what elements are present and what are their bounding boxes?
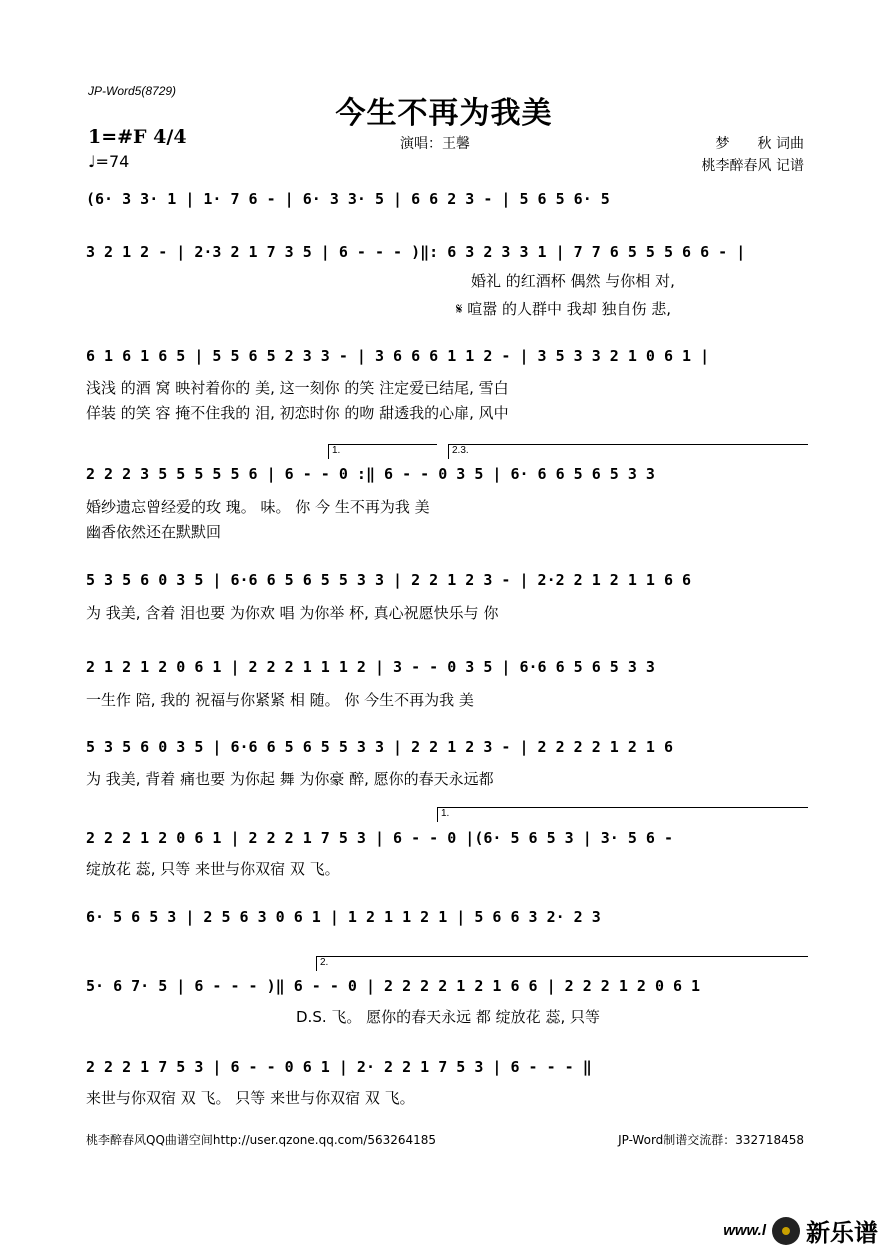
notation-line-9: 6· 5 6 5 3 | 2 5 6 3 0 6 1 | 1 2 1 1 2 1 | 5 6 6 3 2· 2 3: [86, 908, 601, 926]
lyric-line-11: 来世与你双宿 双 飞。 只等 来世与你双宿 双 飞。: [86, 1089, 415, 1107]
notation-line-7: 5 3 5 6 0 3 5 | 6·6 6 5 6 5 5 3 3 | 2 2 1 2 3 - | 2 2 2 2 1 2 1 6: [86, 738, 673, 756]
composer-credit: 梦 秋 词曲: [715, 136, 804, 152]
lyric-line-2a: 婚礼 的红酒杯 偶然 与你相 对,: [471, 272, 675, 290]
lyric-line-5: 为 我美, 含着 泪也要 为你欢 唱 为你举 杯, 真心祝愿快乐与 你: [86, 604, 499, 622]
lyric-line-10: D.S. 飞。 愿你的春天永远 都 绽放花 蕊, 只等: [296, 1008, 600, 1026]
vinyl-disc-icon: [772, 1217, 800, 1245]
volta-1: 1.: [328, 444, 437, 459]
site-brand[interactable]: [723, 1213, 878, 1248]
lyric-line-3b: 佯装 的笑 容 掩不住我的 泪, 初恋时你 的吻 甜透我的心扉, 风中: [86, 404, 509, 422]
notation-line-10: 5· 6 7· 5 | 6 - - - )‖ 6 - - 0 | 2 2 2 2 1 2 1 6 6 | 2 2 2 1 2 0 6 1: [86, 977, 701, 995]
notation-line-11: 2 2 2 1 7 5 3 | 6 - - 0 6 1 | 2· 2 2 1 7 5 3 | 6 - - - ‖: [86, 1058, 592, 1076]
volta-2: 2.: [316, 956, 808, 971]
tempo-marking: ♩=74: [88, 152, 130, 171]
brand-name: 新乐谱: [806, 1219, 878, 1247]
singer-credit: 演唱：王馨: [400, 136, 470, 152]
lyric-line-3a: 浅浅 的酒 窝 映衬着你的 美, 这一刻你 的笑 注定爱已结尾, 雪白: [86, 379, 509, 397]
footer-group-info: JP-Word制谱交流群：332718458: [618, 1133, 804, 1147]
brand-url: www.l: [723, 1222, 766, 1239]
volta-1b: 1.: [437, 807, 808, 822]
volta-2-3: 2.3.: [448, 444, 808, 459]
notation-line-4: 2 2 2 3 5 5 5 5 5 6 | 6 - - 0 :‖ 6 - - 0 3 5 | 6· 6 6 5 6 5 3 3: [86, 465, 655, 483]
credits: [702, 133, 804, 177]
notation-line-2: 3 2 1 2 - | 2·3 2 1 7 3 5 | 6 - - - )‖: 6 3 2 3 3 1 | 7 7 6 5 5 5 6 6 - |: [86, 243, 746, 261]
software-label: JP-Word5(8729): [88, 84, 177, 98]
lyric-line-6: 一生作 陪, 我的 祝福与你紧紧 相 随。 你 今生不再为我 美: [86, 691, 474, 709]
notation-line-3: 6 1 6 1 6 5 | 5 5 6 5 2 3 3 - | 3 6 6 6 1 1 2 - | 3 5 3 3 2 1 0 6 1 |: [86, 347, 710, 365]
lyric-line-8: 绽放花 蕊, 只等 来世与你双宿 双 飞。: [86, 860, 340, 878]
transcriber-credit: 桃李醉春风 记谱: [701, 158, 804, 174]
key-signature: 1=#F 4/4: [88, 126, 187, 148]
lyric-line-2b: 𝄋 喧嚣 的人群中 我却 独自伤 悲,: [456, 300, 672, 318]
song-title: 今生不再为我美: [335, 96, 553, 131]
notation-line-6: 2 1 2 1 2 0 6 1 | 2 2 2 1 1 1 2 | 3 - - 0 3 5 | 6·6 6 5 6 5 3 3: [86, 658, 655, 676]
notation-line-1: (6· 3 3· 1 | 1· 7 6 - | 6· 3 3· 5 | 6 6 2 3 - | 5 6 5 6· 5: [86, 190, 610, 208]
notation-line-8: 2 2 2 1 2 0 6 1 | 2 2 2 1 7 5 3 | 6 - - 0 |(6· 5 6 5 3 | 3· 5 6 -: [86, 829, 673, 847]
lyric-line-7: 为 我美, 背着 痛也要 为你起 舞 为你豪 醉, 愿你的春天永远都: [86, 770, 494, 788]
footer-qzone-link[interactable]: 桃李醉春风QQ曲谱空间http://user.qzone.qq.com/563264185: [86, 1133, 437, 1147]
lyric-line-4b: 幽香依然还在默默回: [86, 523, 222, 541]
lyric-line-4a: 婚纱遗忘曾经爱的玫 瑰。 味。 你 今 生不再为我 美: [86, 498, 430, 516]
notation-line-5: 5 3 5 6 0 3 5 | 6·6 6 5 6 5 5 3 3 | 2 2 1 2 3 - | 2·2 2 1 2 1 1 6 6: [86, 571, 692, 589]
